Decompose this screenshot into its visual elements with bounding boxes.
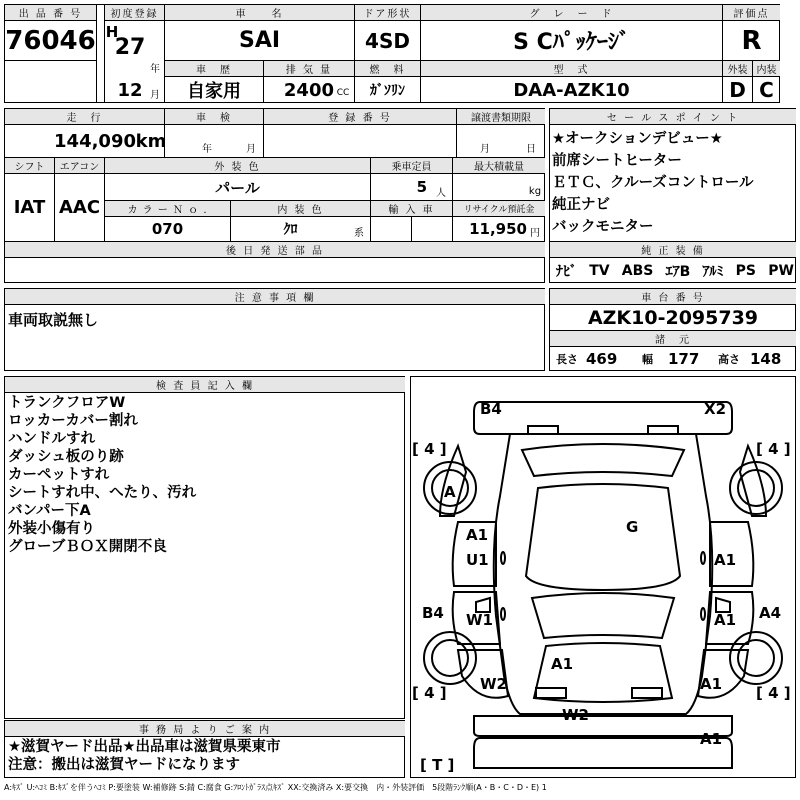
tire-front-left: [ 4 ] [412, 684, 447, 702]
roof-outline [526, 484, 680, 590]
interior-color-label: 内 装 色 [231, 201, 370, 216]
month-unit: 月 [150, 89, 160, 101]
chassis-label: 車 台 番 号 [550, 289, 796, 304]
recycle-fee: 11,950 [469, 220, 527, 238]
fuel-label: 燃 料 [355, 61, 420, 76]
capacity-unit: 人 [436, 187, 446, 199]
displacement-label: 排 気 量 [264, 61, 354, 76]
height: 148 [750, 350, 782, 368]
rear-window-outline [522, 444, 684, 476]
damage-right-front-door: A1 [714, 611, 737, 629]
inspector-note: ダッシュ板のり跡 [8, 449, 124, 465]
exterior-color-label: 外 装 色 [105, 158, 370, 173]
grade-label: グ レ ー ド [421, 5, 722, 20]
equipment-item: ｱﾙﾐ [702, 263, 724, 280]
front-bumper-outline [474, 716, 732, 736]
era: H [105, 23, 119, 41]
plate-label: 登 録 番 号 [264, 109, 456, 124]
inspector-note: ロッカーカバー割れ [8, 413, 138, 429]
sales-point: ★オークションデビュー★ [552, 131, 723, 147]
office-label: 事 務 局 よ り ご 案 内 [5, 721, 405, 736]
spare-tire: [ T ] [420, 756, 455, 774]
sales-point: ＥＴＣ、クルーズコントロール [552, 175, 754, 191]
office-line: ★滋賀ヤード出品★出品車は滋賀県栗東市 [8, 739, 281, 755]
damage-roof: G [626, 518, 639, 536]
interior-color: ｸﾛ [283, 222, 298, 238]
inspector-note: トランクフロアW [8, 395, 126, 411]
aircon: AAC [58, 197, 101, 218]
door-type: 4SD [365, 28, 410, 53]
damage-rear-bumper-left: B4 [480, 400, 502, 418]
interior-score: C [759, 78, 774, 102]
door-type-label: ドア形状 [355, 5, 420, 20]
damage-left-rear-door-dent: U1 [466, 551, 489, 569]
interior-color-unit: 系 [354, 227, 364, 239]
damage-left-rocker: B4 [422, 604, 444, 622]
width-label: 幅 [642, 353, 653, 366]
inspector-note: ハンドルすれ [8, 431, 95, 447]
shift: IAT [13, 197, 46, 218]
exterior-score: D [729, 78, 746, 102]
inspector-note: カーペットすれ [8, 467, 110, 483]
inspector-note: シートすれ中、へたり、汚れ [8, 485, 197, 501]
inspector-notes [8, 394, 196, 556]
displacement-unit: CC [336, 88, 350, 98]
sales-points-label: セ ー ル ス ポ イ ン ト [550, 109, 796, 124]
capacity-label: 乗車定員 [371, 158, 452, 173]
inspector-note: 外装小傷有り [8, 521, 95, 537]
equipment-list [556, 258, 794, 283]
year-unit: 年 [150, 63, 160, 75]
length: 469 [586, 350, 618, 368]
lot-number-label: 出 品 番 号 [5, 5, 96, 20]
inspection-year-unit: 年 [202, 143, 212, 155]
damage-legend: A:ｷｽﾞ U:ﾍｺﾐ B:ｷｽﾞを伴うﾍｺﾐ P:要塗装 W:補修跡 S:錆 C:腐食 G:ﾌﾛﾝﾄｶﾞﾗｽ点ｷｽﾞ XX:交換済み X:要交換 内・外装評価 5段階ﾗﾝｸ順(A・B・C・D・E) 1 [4, 783, 547, 792]
damage-left-rear-door: A1 [466, 526, 489, 544]
max-load-unit: kg [528, 185, 542, 197]
transfer-deadline-label: 譲渡書類期限 [457, 109, 545, 124]
exterior-score-label: 外装 [723, 61, 752, 76]
color-number-label: カ ラ ー Ｎ ｏ . [105, 201, 230, 216]
max-load-label: 最大積載量 [453, 158, 545, 173]
equipment-item: ﾅﾋﾞ [556, 263, 577, 280]
damage-rear-left-wheel: A [444, 483, 456, 501]
model-label: 型 式 [421, 61, 722, 76]
grade: S Cﾊﾟｯｹｰｼﾞ [513, 30, 630, 55]
damage-front-bumper-right: A1 [700, 730, 723, 748]
sales-point: バックモニター [552, 219, 654, 235]
equipment-label: 純 正 装 備 [550, 242, 796, 257]
damage-left-front-door: W1 [466, 611, 493, 629]
length-label: 長さ [556, 353, 578, 366]
damage-left-front-fender: W2 [480, 675, 507, 693]
equipment-item: PW [768, 262, 794, 279]
sales-points-list [552, 128, 794, 238]
damage-front-bumper: W2 [562, 706, 589, 724]
car-name-label: 車 名 [165, 5, 354, 20]
notes-text: 車両取説無し [8, 311, 99, 329]
damage-rear-bumper-right: X2 [704, 400, 727, 418]
interior-score-label: 内装 [753, 61, 780, 76]
inspection-label: 車 検 [165, 109, 263, 124]
later-parts-label: 後 日 発 送 部 品 [5, 242, 545, 257]
transfer-day-unit: 日 [526, 143, 536, 155]
office-notice [8, 738, 281, 774]
notes-label: 注 意 事 項 欄 [5, 289, 545, 304]
windshield-outline [532, 593, 674, 638]
dimensions-row [556, 348, 792, 370]
equipment-item: ABS [621, 262, 654, 279]
inspection-month-unit: 月 [246, 143, 256, 155]
import-label: 輸 入 車 [371, 201, 452, 216]
color-number: 070 [151, 220, 184, 238]
front-bumper-lower [474, 738, 732, 768]
height-label: 高さ [718, 353, 740, 366]
exterior-color: パール [215, 178, 260, 197]
tire-front-right: [ 4 ] [756, 684, 791, 702]
sales-point: 前席シートヒーター [552, 153, 682, 169]
damage-right-front-corner: A1 [700, 675, 723, 693]
damage-right-rear-door: A1 [714, 551, 737, 569]
equipment-item: PS [735, 262, 757, 279]
inspector-label: 検 査 員 記 入 欄 [5, 377, 405, 392]
equipment-item: TV [589, 262, 610, 279]
shift-label: シフト [5, 158, 54, 173]
mileage: 144,090 [54, 130, 136, 152]
width: 177 [668, 350, 700, 368]
first-reg-month: 12 [117, 80, 143, 101]
history: 自家用 [187, 81, 241, 102]
recycle-unit: 円 [530, 227, 540, 239]
inspector-note: バンパー下A [8, 503, 91, 519]
first-registration-label: 初度登録 [105, 5, 164, 20]
score-label: 評価点 [723, 5, 780, 20]
damage-hood: A1 [551, 655, 574, 673]
tire-rear-right: [ 4 ] [756, 440, 791, 458]
sales-point: 純正ナビ [552, 197, 610, 213]
capacity: 5 [416, 178, 427, 196]
displacement: 2400 [283, 79, 334, 101]
spec-label: 諸 元 [550, 331, 796, 346]
inspector-note: グローブＢＯＸ開閉不良 [8, 539, 167, 555]
mileage-label: 走 行 [5, 109, 164, 124]
tire-rear-left: [ 4 ] [412, 440, 447, 458]
model-code: DAA-AZK10 [513, 79, 630, 101]
office-line: 注意：搬出は滋賀ヤードになります [8, 757, 240, 773]
fuel: ｶﾞｿﾘﾝ [370, 83, 405, 99]
rear-bumper-outline [474, 402, 732, 434]
first-reg-year: 27 [114, 34, 146, 60]
car-name: SAI [238, 28, 281, 53]
damage-right-front-fender: A4 [759, 604, 782, 622]
recycle-label: リサイクル預託金 [453, 201, 545, 216]
aircon-label: エアコン [55, 158, 104, 173]
overall-score: R [741, 25, 762, 56]
history-label: 車 歴 [165, 61, 263, 76]
lot-number: 76046 [5, 25, 96, 56]
equipment-item: ｴｱB [665, 263, 691, 280]
transfer-month-unit: 月 [480, 143, 490, 155]
chassis-number: AZK10-2095739 [587, 306, 759, 329]
car-body-diagram [410, 376, 796, 778]
mileage-unit: km [135, 130, 167, 152]
